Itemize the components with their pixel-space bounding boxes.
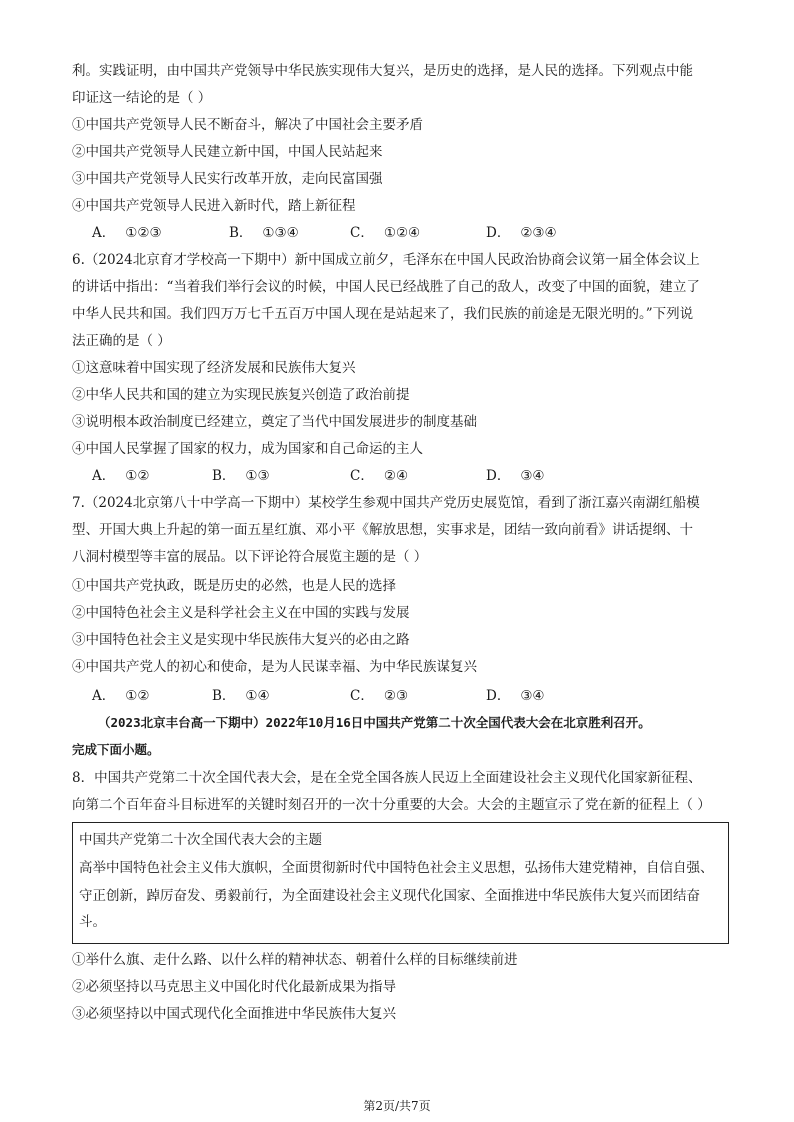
option-a: A． ①② [92, 468, 150, 484]
q5-item: ②中国共产党领导人民建立新中国，中国人民站起来 [72, 144, 383, 160]
q6-item: ①这意味着中国实现了经济发展和民族伟大复兴 [72, 360, 356, 376]
q6-options [92, 466, 712, 486]
option-b: B． ①③④ [229, 225, 299, 241]
page-number: 第2页/共7页 [363, 1099, 431, 1113]
q6-stem-line: 中华人民共和国。我们四万万七千五百万中国人现在是站起来了，我们民族的前途是无限光明的。”下列说 [72, 306, 694, 322]
question-group-intro: （2023北京丰台高一下期中）2022年10月16日中国共产党第二十次全国代表大会在北京胜利召开。 [98, 715, 651, 730]
q5-item: ③中国共产党领导人民实行改革开放，走向民富国强 [72, 171, 383, 187]
q7-item: ②中国特色社会主义是科学社会主义在中国的实践与发展 [72, 605, 410, 621]
q6-stem-line: 法正确的是（ ） [72, 333, 171, 349]
q8-item: ③必须坚持以中国式现代化全面推进中华民族伟大复兴 [72, 1006, 396, 1022]
q7-options [92, 686, 712, 706]
q6-item: ④中国人民掌握了国家的权力，成为国家和自己命运的主人 [72, 441, 423, 457]
q5-stem-line: 印证这一结论的是（ ） [72, 90, 212, 106]
q7-stem-line: 7.（2024北京第八十中学高一下期中）某校学生参观中国共产党历史展览馆，看到了浙江嘉兴南湖红船模 [72, 495, 700, 511]
q6-stem-line: 6.（2024北京育才学校高一下期中）新中国成立前夕，毛泽东在中国人民政治协商会议第一届全体会议上 [72, 252, 700, 268]
q7-item: ③中国特色社会主义是实现中华民族伟大复兴的必由之路 [72, 632, 410, 648]
q5-options [92, 223, 712, 243]
theme-box-text: 高举中国特色社会主义伟大旗帜，全面贯彻新时代中国特色社会主义思想，弘扬伟大建党精神，自信自强、 [79, 860, 714, 876]
theme-box-text: 守正创新，踔厉奋发、勇毅前行，为全面建设社会主义现代化国家、全面推进中华民族伟大复兴而团结奋 [79, 888, 700, 904]
option-c: C． ①②④ [350, 225, 421, 241]
q7-item: ④中国共产党人的初心和使命，是为人民谋幸福、为中华民族谋复兴 [72, 659, 477, 675]
option-a: A． ①② [92, 688, 150, 704]
q5-stem-line: 利。实践证明，由中国共产党领导中华民族实现伟大复兴，是历史的选择，是人民的选择。下列观点中能 [72, 63, 693, 79]
q7-stem-line: 八洞村模型等丰富的展品。以下评论符合展览主题的是（ ） [72, 549, 428, 565]
option-b: B． ①③ [212, 468, 270, 484]
q8-stem-line: 8．中国共产党第二十次全国代表大会，是在全党全国各族人民迈上全面建设社会主义现代化国家新征程、 [72, 770, 702, 786]
q6-stem-line: 的讲话中指出：“当着我们举行会议的时候，中国人民已经战胜了自己的敌人，改变了中国的面貌，建立了 [72, 279, 700, 295]
q8-stem-line: 向第二个百年奋斗目标进军的关键时刻召开的一次十分重要的大会。大会的主题宣示了党在新的征程上（ ） [72, 797, 711, 813]
option-d: D． ③④ [486, 468, 545, 484]
q5-item: ①中国共产党领导人民不断奋斗，解决了中国社会主要矛盾 [72, 117, 423, 133]
option-c: C． ②③ [350, 688, 409, 704]
q7-item: ①中国共产党执政，既是历史的必然，也是人民的选择 [72, 578, 396, 594]
option-a: A． ①②③ [92, 225, 162, 241]
q8-item: ①举什么旗、走什么路、以什么样的精神状态、朝着什么样的目标继续前进 [72, 952, 518, 968]
q6-item: ③说明根本政治制度已经建立，奠定了当代中国发展进步的制度基础 [72, 414, 477, 430]
q6-item: ②中华人民共和国的建立为实现民族复兴创造了政治前提 [72, 387, 410, 403]
option-c: C． ②④ [350, 468, 409, 484]
theme-box-title: 中国共产党第二十次全国代表大会的主题 [79, 832, 322, 848]
option-b: B． ①④ [212, 688, 270, 704]
q5-item: ④中国共产党领导人民进入新时代，踏上新征程 [72, 198, 356, 214]
theme-box [72, 822, 729, 944]
q8-item: ②必须坚持以马克思主义中国化时代化最新成果为指导 [72, 979, 396, 995]
option-d: D． ②③④ [486, 225, 557, 241]
theme-box-text: 斗。 [79, 914, 106, 930]
question-group-intro: 完成下面小题。 [72, 742, 160, 757]
option-d: D． ③④ [486, 688, 545, 704]
q7-stem-line: 型、开国大典上升起的第一面五星红旗、邓小平《解放思想，实事求是，团结一致向前看》讲话提纲、十 [72, 522, 693, 538]
